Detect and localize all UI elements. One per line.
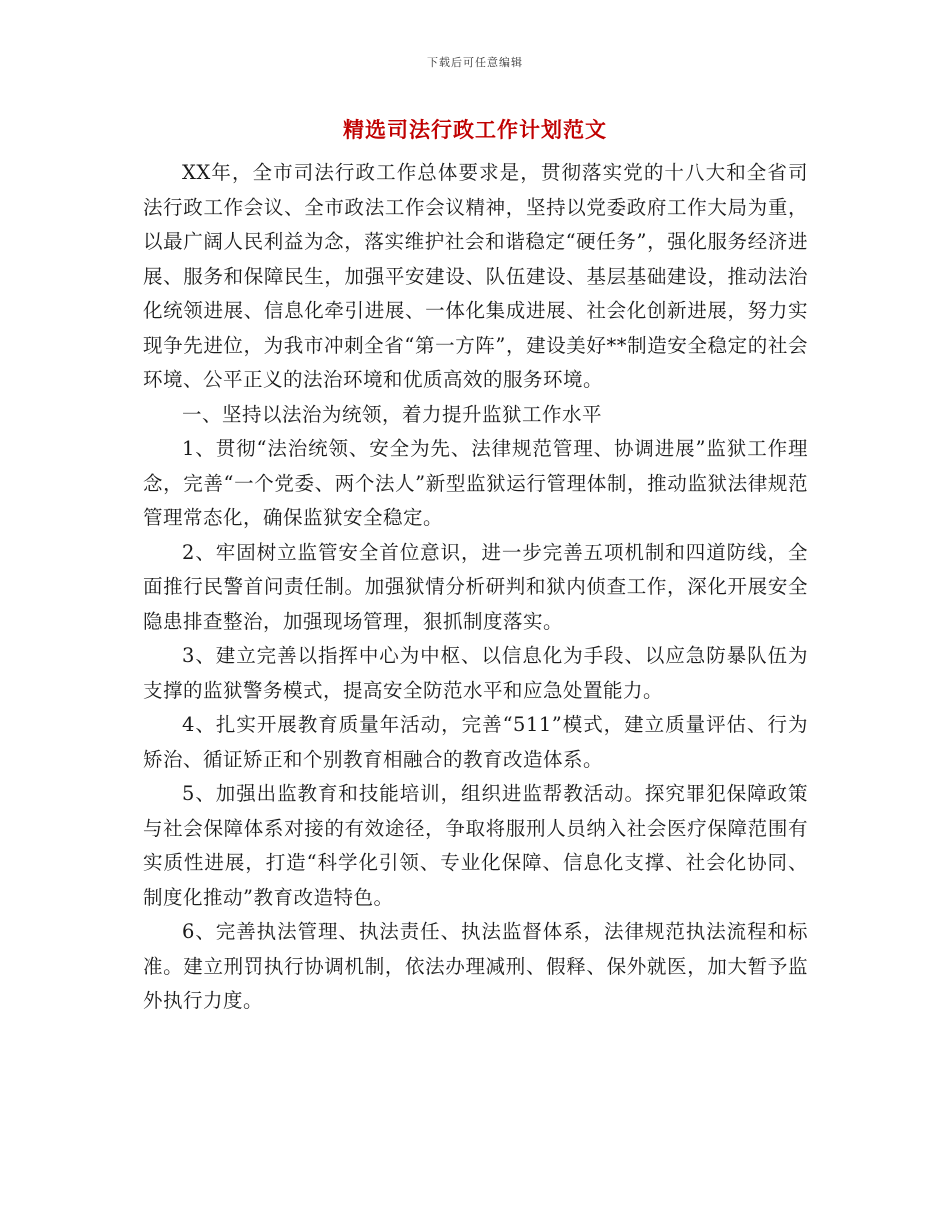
- document-title: 精选司法行政工作计划范文: [343, 117, 607, 142]
- paragraph-item-5: 5、加强出监教育和技能培训，组织进监帮教活动。探究罪犯保障政策与社会保障体系对接的有效途径，争取将服刑人员纳入社会医疗保障范围有实质性进展，打造“科学化引领、专业化保障、信息化支撑、社会化协同、制度化推动”教育改造特色。: [143, 782, 808, 909]
- paragraph-item-3: 3、建立完善以指挥中心为中枢、以信息化为手段、以应急防暴队伍为支撑的监狱警务模式，提高安全防范水平和应急处置能力。: [143, 644, 808, 702]
- document-body: [143, 156, 808, 1019]
- page-header-note: 下载后可任意编辑: [427, 56, 523, 69]
- paragraph-item-4: 4、扎实开展教育质量年活动，完善“511”模式，建立质量评估、行为矫治、循证矫正和个别教育相融合的教育改造体系。: [143, 713, 808, 771]
- paragraph-item-6: 6、完善执法管理、执法责任、执法监督体系，法律规范执法流程和标准。建立刑罚执行协调机制，依法办理减刑、假释、保外就医，加大暂予监外执行力度。: [143, 920, 808, 1012]
- paragraph-item-2: 2、牢固树立监管安全首位意识，进一步完善五项机制和四道防线，全面推行民警首问责任制。加强狱情分析研判和狱内侦查工作，深化开展安全隐患排查整治，加强现场管理，狠抓制度落实。: [143, 540, 808, 633]
- paragraph-intro: XX年，全市司法行政工作总体要求是，贯彻落实党的十八大和全省司法行政工作会议、全市政法工作会议精神，坚持以党委政府工作大局为重，以最广阔人民利益为念，落实维护社会和谐稳定“硬任务”，强化服务经济进展、服务和保障民生，加强平安建设、队伍建设、基层基础建设，推动法治化统领进展、信息化牵引进展、一体化集成进展、社会化创新进展，努力实现争先进位，为我市冲刺全省“第一方阵”，建设美好**制造安全稳定的社会环境、公平正义的法治环境和优质高效的服务环境。: [143, 161, 808, 391]
- section-heading: 一、坚持以法治为统领，着力提升监狱工作水平: [182, 402, 603, 426]
- paragraph-item-1: 1、贯彻“法治统领、安全为先、法律规范管理、协调进展”监狱工作理念，完善“一个党委、两个法人”新型监狱运行管理体制，推动监狱法律规范管理常态化，确保监狱安全稳定。: [143, 437, 808, 529]
